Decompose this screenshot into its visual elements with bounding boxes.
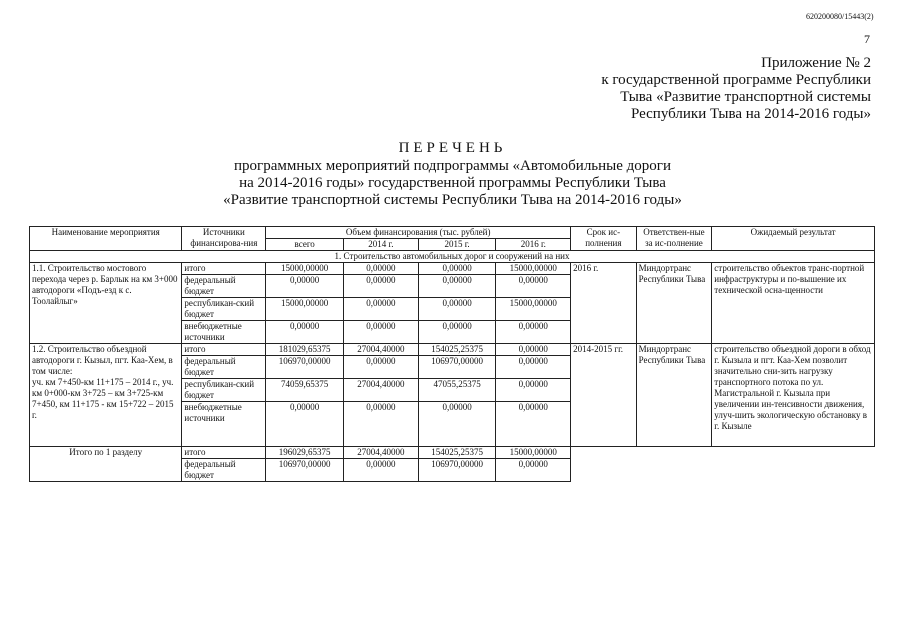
source-cell: итого xyxy=(182,447,266,459)
subtitle-line-3: «Развитие транспортной системы Республики Тыва на 2014-2016 годы» xyxy=(223,192,682,208)
y2016-cell: 0,00000 xyxy=(496,344,571,356)
y2015-cell: 154025,25375 xyxy=(418,447,496,459)
source-cell: итого xyxy=(182,263,266,275)
y2016-cell: 15000,00000 xyxy=(496,263,571,275)
y2015-cell: 0,00000 xyxy=(418,402,496,447)
total-cell: 0,00000 xyxy=(266,321,344,344)
y2014-cell: 27004,40000 xyxy=(344,379,419,402)
y2016-cell: 0,00000 xyxy=(496,356,571,379)
total-cell: 106970,00000 xyxy=(266,459,344,482)
section-row xyxy=(30,251,875,263)
y2015-cell: 0,00000 xyxy=(418,321,496,344)
header-total: всего xyxy=(266,239,344,251)
header-row xyxy=(30,227,875,239)
y2016-cell: 0,00000 xyxy=(496,402,571,447)
empty-cell xyxy=(571,447,875,482)
header-source: Источники финансирова-ния xyxy=(182,227,266,251)
y2014-cell: 0,00000 xyxy=(344,298,419,321)
item-name-cell xyxy=(30,344,182,447)
page-number: 7 xyxy=(864,32,870,46)
subtitle-line-1: программных мероприятий подпрограммы «Автомобильные дороги xyxy=(234,158,671,174)
y2016-cell: 0,00000 xyxy=(496,459,571,482)
source-cell: республикан-ский бюджет xyxy=(182,298,266,321)
result-cell: строительство объездной дороги в обход г. Кызыла и пгт. Каа-Хем позволит значительно сни-зить нагрузку транспортного потока по ул. Магистральной г. Кызыла при увеличении ин-тенсивности движения, улуч-шить экологическую обстановку в г. Кызыле xyxy=(712,344,875,447)
total-cell: 196029,65375 xyxy=(266,447,344,459)
y2014-cell: 0,00000 xyxy=(344,402,419,447)
responsible-cell: Миндортранс Республики Тыва xyxy=(636,263,712,344)
appendix-line-3: Тыва «Развитие транспортной системы xyxy=(620,89,871,105)
appendix-line-4: Республики Тыва на 2014-2016 годы» xyxy=(630,106,871,122)
y2016-cell: 0,00000 xyxy=(496,379,571,402)
y2015-cell: 154025,25375 xyxy=(418,344,496,356)
header-name: Наименование мероприятия xyxy=(30,227,182,251)
y2015-cell: 0,00000 xyxy=(418,275,496,298)
source-cell: федеральный бюджет xyxy=(182,275,266,298)
y2014-cell: 0,00000 xyxy=(344,275,419,298)
y2015-cell: 106970,00000 xyxy=(418,459,496,482)
header-result: Ожидаемый результат xyxy=(712,227,875,251)
source-cell: внебюджетные источники xyxy=(182,321,266,344)
total-cell: 15000,00000 xyxy=(266,263,344,275)
total-cell: 181029,65375 xyxy=(266,344,344,356)
y2014-cell: 27004,40000 xyxy=(344,447,419,459)
header-funding: Объем финансирования (тыс. рублей) xyxy=(266,227,571,239)
result-cell: строительство объектов транс-портной инфраструктуры и по-вышение их технической осна-щенности xyxy=(712,263,875,344)
total-cell: 15000,00000 xyxy=(266,298,344,321)
item-name-detail: уч. км 7+450-км 11+175 – 2014 г., уч. км 0+000-км 3+725 – км 3+725-км 7+450, км 11+175 - км 15+722 – 2015 г. xyxy=(32,377,174,420)
y2015-cell: 47055,25375 xyxy=(418,379,496,402)
header-term: Срок ис-полнения xyxy=(571,227,636,251)
y2016-cell: 0,00000 xyxy=(496,321,571,344)
total-name: Итого по 1 разделу xyxy=(30,447,182,482)
source-cell: республикан-ский бюджет xyxy=(182,379,266,402)
table-row xyxy=(30,263,875,275)
y2016-cell: 15000,00000 xyxy=(496,447,571,459)
source-cell: итого xyxy=(182,344,266,356)
y2014-cell: 0,00000 xyxy=(344,459,419,482)
y2014-cell: 27004,40000 xyxy=(344,344,419,356)
y2015-cell: 0,00000 xyxy=(418,263,496,275)
item-name: 1.2. Строительство объездной автодороги г. Кызыл, пгт. Каа-Хем, в том числе: xyxy=(32,344,173,376)
y2014-cell: 0,00000 xyxy=(344,263,419,275)
total-cell: 74059,65375 xyxy=(266,379,344,402)
appendix-line-2: к государственной программе Республики xyxy=(601,72,871,88)
y2016-cell: 0,00000 xyxy=(496,275,571,298)
source-cell: федеральный бюджет xyxy=(182,459,266,482)
y2016-cell: 15000,00000 xyxy=(496,298,571,321)
source-cell: внебюджетные источники xyxy=(182,402,266,447)
subtitle-line-2: на 2014-2016 годы» государственной программы Республики Тыва xyxy=(239,175,666,191)
total-cell: 0,00000 xyxy=(266,275,344,298)
header-2015: 2015 г. xyxy=(418,239,496,251)
table-row xyxy=(30,447,875,459)
total-cell: 0,00000 xyxy=(266,402,344,447)
page-title: ПЕРЕЧЕНЬ xyxy=(398,140,507,156)
term-cell: 2014-2015 гг. xyxy=(571,344,636,447)
appendix-line-1: Приложение № 2 xyxy=(761,55,871,71)
document-id: 620200080/15443(2) xyxy=(806,12,874,21)
responsible-cell: Миндортранс Республики Тыва xyxy=(636,344,712,447)
total-cell: 106970,00000 xyxy=(266,356,344,379)
y2014-cell: 0,00000 xyxy=(344,356,419,379)
program-table xyxy=(29,226,875,482)
y2015-cell: 106970,00000 xyxy=(418,356,496,379)
header-responsible: Ответствен-ные за ис-полнение xyxy=(636,227,712,251)
term-cell: 2016 г. xyxy=(571,263,636,344)
source-cell: федеральный бюджет xyxy=(182,356,266,379)
y2014-cell: 0,00000 xyxy=(344,321,419,344)
header-2014: 2014 г. xyxy=(344,239,419,251)
y2015-cell: 0,00000 xyxy=(418,298,496,321)
table-row xyxy=(30,344,875,356)
section-title: 1. Строительство автомобильных дорог и сооружений на них xyxy=(30,251,875,263)
item-name: 1.1. Строительство мостового перехода через р. Барлык на км 3+000 автодороги «Подъ-езд к с. Тоолайлыг» xyxy=(30,263,182,344)
header-2016: 2016 г. xyxy=(496,239,571,251)
